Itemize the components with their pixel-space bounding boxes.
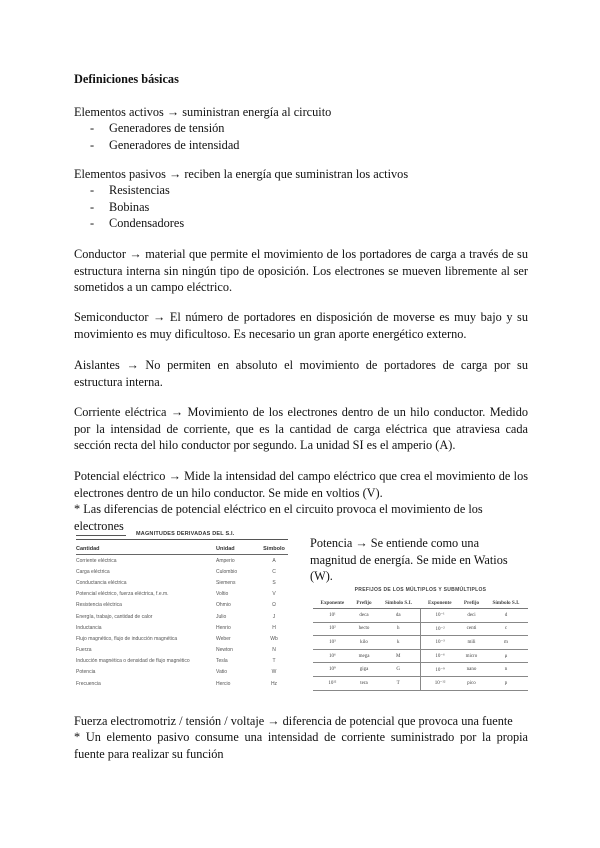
- current-definition: Corriente eléctrica → Movimiento de los electrones dentro de un hilo conductor. Medido por la intensidad de corriente, que es la cantidad de carga eléctrica que atraviesa cada sección recta del hilo conductor por segundo. La unidad SI es el amperio (A).: [74, 405, 528, 452]
- table-cell: 10³: [313, 636, 352, 650]
- table-cell: d: [484, 609, 528, 623]
- table-cell: Vatio: [216, 669, 228, 676]
- table-header: Símbolo S.I.: [376, 598, 420, 609]
- table-cell: 10⁻⁹: [420, 663, 459, 677]
- table-cell: 10⁶: [313, 649, 352, 663]
- table-cell: Frecuencia: [76, 680, 101, 687]
- emf-definition: Fuerza electromotriz / tensión / voltaje → diferencia de potencial que provoca una fuente: [74, 714, 513, 728]
- table-cell: n: [484, 663, 528, 677]
- table-header: Exponente: [420, 598, 459, 609]
- table-cell: h: [376, 622, 420, 636]
- table-cell: mili: [459, 636, 484, 650]
- table-cell: Hz: [270, 680, 278, 687]
- table-row: [76, 656, 288, 667]
- table-cell: c: [484, 622, 528, 636]
- table-row: [76, 622, 288, 633]
- table-cell: 10¹: [313, 609, 352, 623]
- table-cell: T: [272, 658, 276, 665]
- table-cell: V: [272, 591, 276, 598]
- table-row: [76, 633, 288, 644]
- table-cell: da: [376, 609, 420, 623]
- table-cell: H: [272, 624, 276, 631]
- prefix-table-title: PREFIJOS DE LOS MÚLTIPLOS Y SUBMÚLTIPLOS: [354, 587, 487, 593]
- table-header: Símbolo S.I.: [484, 598, 528, 609]
- table-cell: 10⁻¹: [420, 609, 459, 623]
- insulators-definition: Aislantes → No permiten en absoluto el movimiento de portadores de carga por su estructura interna.: [74, 358, 528, 389]
- table-row: [76, 611, 288, 622]
- table-cell: pico: [459, 676, 484, 690]
- table-cell: T: [376, 676, 420, 690]
- list-item: - Resistencias: [90, 182, 184, 199]
- table-cell: 10²: [313, 622, 352, 636]
- table-cell: centi: [459, 622, 484, 636]
- table-cell: Resistencia eléctrica: [76, 602, 122, 609]
- table-cell: W: [271, 669, 277, 676]
- table-cell: G: [376, 663, 420, 677]
- table-cell: 10⁻¹²: [420, 676, 459, 690]
- table-cell: Corriente eléctrica: [76, 557, 117, 564]
- table-cell: Ω: [272, 602, 276, 609]
- table-cell: C: [272, 568, 276, 575]
- table-cell: mega: [352, 649, 377, 663]
- table-cell: deci: [459, 609, 484, 623]
- passive-elements-intro: Elementos pasivos → reciben la energía que suministran los activos: [74, 167, 409, 181]
- potential-note: * Las diferencias de potencial eléctrico en el circuito provoca el movimiento de los electrones: [74, 502, 483, 533]
- table-cell: μ: [484, 649, 528, 663]
- table-cell: Flujo magnético, flujo de inducción magnética: [76, 635, 178, 642]
- table-cell: Carga eléctrica: [76, 568, 110, 575]
- table-cell: kilo: [352, 636, 377, 650]
- table-header: Símbolo: [260, 543, 288, 555]
- table-row: [76, 600, 288, 611]
- table-cell: Culombio: [216, 568, 238, 575]
- table-row: [313, 609, 528, 623]
- table-row: [313, 663, 528, 677]
- table-cell: 10¹²: [313, 676, 352, 690]
- table-row: [76, 566, 288, 577]
- table-cell: k: [376, 636, 420, 650]
- table-row: [76, 645, 288, 656]
- table-cell: Voltio: [216, 591, 229, 598]
- table-cell: 10⁹: [313, 663, 352, 677]
- table-row: [313, 622, 528, 636]
- table-header: Prefijo: [352, 598, 377, 609]
- page-title: Definiciones básicas: [74, 72, 179, 86]
- table-cell: 10⁻⁶: [420, 649, 459, 663]
- table-cell: micro: [459, 649, 484, 663]
- table-row: [313, 636, 528, 650]
- conductor-definition: Conductor → material que permite el movimiento de los portadores de carga a través de su estructura interna sin ningún tipo de oposición. Los electrones se mueven libremente al ser sometidos a un campo eléctrico.: [74, 247, 528, 294]
- list-item: - Condensadores: [90, 215, 184, 232]
- table-row: [76, 577, 288, 588]
- table-cell: Weber: [216, 635, 231, 642]
- table-header: Exponente: [313, 598, 352, 609]
- prefix-table-image: [313, 587, 528, 685]
- table-cell: m: [484, 636, 528, 650]
- derived-magnitudes-table-image: [76, 531, 288, 714]
- table-cell: Potencia: [76, 669, 96, 676]
- prefix-table: [313, 598, 528, 691]
- table-cell: Hercio: [216, 680, 231, 687]
- table-cell: N: [272, 647, 276, 654]
- table-cell: Henrio: [216, 624, 231, 631]
- emf-note: * Un elemento pasivo consume una intensidad de corriente suministrado por la propia fuente para realizar su función: [74, 730, 528, 761]
- table-cell: Inductancia: [76, 624, 102, 631]
- list-item: - Bobinas: [90, 199, 184, 216]
- table-row: [313, 676, 528, 690]
- table-cell: giga: [352, 663, 377, 677]
- table-row: [313, 649, 528, 663]
- table-cell: Ohmio: [216, 602, 231, 609]
- derived-table-title: MAGNITUDES DERIVADAS DEL S.I.: [136, 531, 235, 537]
- passive-elements-list: [90, 182, 184, 232]
- derived-magnitudes-table: [76, 543, 288, 689]
- table-cell: 10⁻³: [420, 636, 459, 650]
- table-cell: p: [484, 676, 528, 690]
- table-cell: hecto: [352, 622, 377, 636]
- table-cell: M: [376, 649, 420, 663]
- list-item: - Generadores de tensión: [90, 120, 239, 137]
- table-header: Unidad: [216, 543, 260, 555]
- table-cell: Conductancia eléctrica: [76, 579, 127, 586]
- table-cell: Fuerza: [76, 647, 92, 654]
- table-cell: nano: [459, 663, 484, 677]
- active-elements-list: [90, 120, 239, 153]
- table-row: [76, 678, 288, 689]
- list-item: - Generadores de intensidad: [90, 137, 239, 154]
- table-cell: Julio: [216, 613, 227, 620]
- table-cell: Siemens: [216, 579, 236, 586]
- table-cell: A: [272, 557, 276, 564]
- table-cell: 10⁻²: [420, 622, 459, 636]
- table-cell: Potencial eléctrico, fuerza eléctrica, f.e.m.: [76, 591, 169, 598]
- table-cell: J: [272, 613, 276, 620]
- table-cell: tera: [352, 676, 377, 690]
- table-header: Prefijo: [459, 598, 484, 609]
- power-definition: Potencia → Se entiende como una magnitud de energía. Se mide en Watios (W).: [310, 536, 508, 583]
- table-cell: deca: [352, 609, 377, 623]
- table-row: [76, 555, 288, 567]
- table-row: [76, 589, 288, 600]
- semiconductor-definition: Semiconductor → El número de portadores en disposición de moverse es muy bajo y su movimiento es muy dificultoso. Es necesario un gran aporte energético externo.: [74, 310, 528, 341]
- table-header: Cantidad: [76, 543, 216, 555]
- table-cell: S: [272, 579, 276, 586]
- table-cell: Energía, trabajo, cantidad de calor: [76, 613, 153, 620]
- table-cell: Wb: [270, 635, 278, 642]
- table-cell: Tesla: [216, 658, 228, 665]
- table-row: [76, 667, 288, 678]
- table-cell: Inducción magnética o densidad de flujo magnético: [76, 658, 190, 665]
- table-cell: Newton: [216, 647, 233, 654]
- table-cell: Amperio: [216, 557, 235, 564]
- active-elements-intro: Elementos activos → suministran energía al circuito: [74, 105, 332, 119]
- potential-definition: Potencial eléctrico → Mide la intensidad del campo eléctrico que crea el movimiento de los electrones dentro de un hilo conductor. Se mide en voltios (V).: [74, 469, 528, 500]
